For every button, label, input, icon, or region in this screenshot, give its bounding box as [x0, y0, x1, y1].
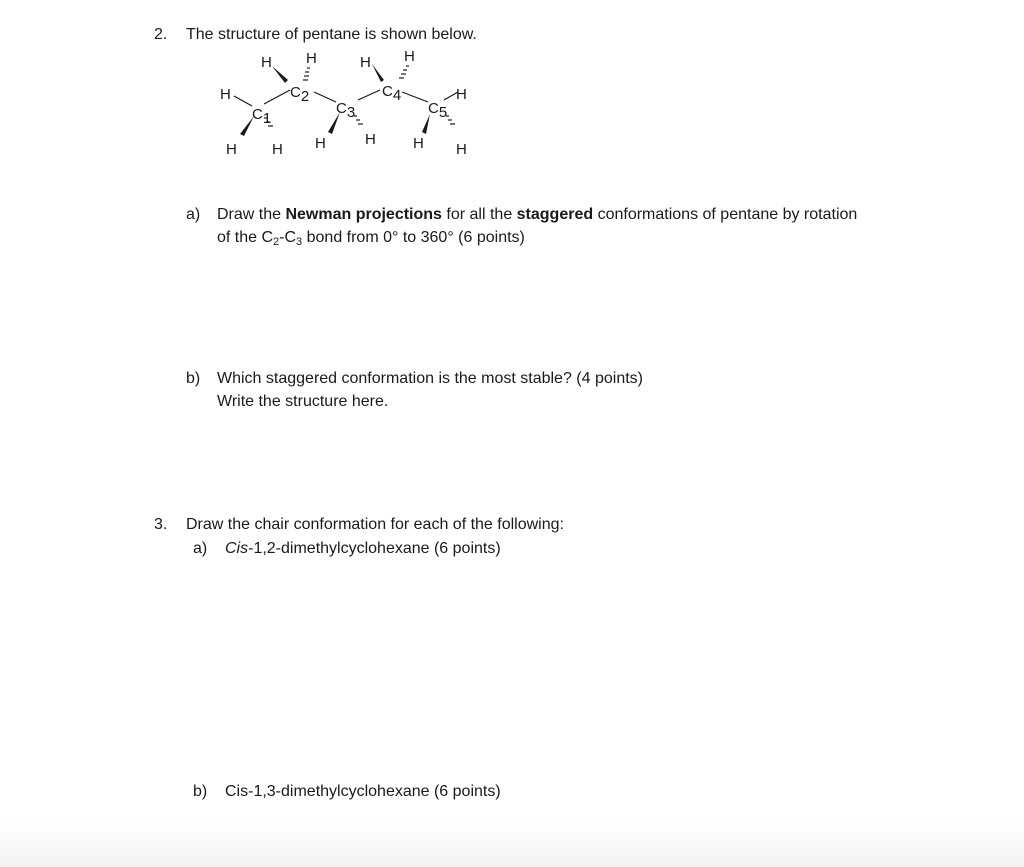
atom-h-c2-left: H — [261, 54, 272, 71]
bond-c1-h — [234, 96, 252, 106]
q3a-text: Cis-1,2-dimethylcyclohexane (6 points) — [225, 540, 501, 557]
bond-c4-c5 — [402, 92, 428, 102]
q2b-label: b) — [186, 370, 201, 387]
wedge-c2-h — [272, 66, 288, 83]
atom-h-c5-hash: H — [456, 141, 467, 158]
atom-c4: C4 — [382, 83, 402, 104]
atom-h-c3-hash: H — [365, 131, 376, 148]
q2b-line2: Write the structure here. — [217, 393, 389, 410]
atom-h-c5-right: H — [456, 86, 467, 103]
atom-h-c5-wedge: H — [413, 135, 424, 152]
atom-h-c4-right: H — [404, 48, 415, 65]
atom-h-c1-left: H — [220, 86, 231, 103]
atom-h-c1-wedge: H — [226, 141, 237, 158]
atom-c3: C3 — [336, 100, 356, 121]
atom-h-c1-hash: H — [272, 141, 283, 158]
atom-c2: C2 — [290, 84, 310, 105]
q2-prompt: The structure of pentane is shown below. — [186, 26, 477, 43]
q3b-text: Cis-1,3-dimethylcyclohexane (6 points) — [225, 783, 501, 800]
bond-c2-c3 — [314, 92, 336, 102]
q2a-line2: of the $C_2-C_3$ bond from 0° to 360° (6 points) — [217, 229, 525, 248]
wedge-c4-h — [372, 64, 384, 82]
q2-number: 2. — [154, 26, 168, 43]
wedge-c5-h — [422, 114, 430, 134]
atom-h-c3-wedge: H — [315, 135, 326, 152]
q2a-label: a) — [186, 206, 201, 223]
atom-h-c4-left: H — [360, 54, 371, 71]
q3-number: 3. — [154, 516, 168, 533]
q3-prompt: Draw the chair conformation for each of the following: — [186, 516, 564, 533]
atom-c1: C1 — [252, 106, 272, 127]
q3b-label: b) — [193, 783, 208, 800]
q2b-line1: Which staggered conformation is the most stable? (4 points) — [217, 370, 643, 387]
atom-c5: C5 — [428, 100, 448, 121]
pentane-structure-diagram — [210, 44, 480, 164]
bond-c3-c4 — [358, 90, 380, 100]
atom-h-c2-right: H — [306, 50, 317, 67]
bond-c1-c2 — [264, 90, 290, 104]
q3a-label: a) — [193, 540, 208, 557]
q2a-line1: Draw the Newman projections for all the staggered conformations of pentane by rotation — [217, 206, 858, 223]
